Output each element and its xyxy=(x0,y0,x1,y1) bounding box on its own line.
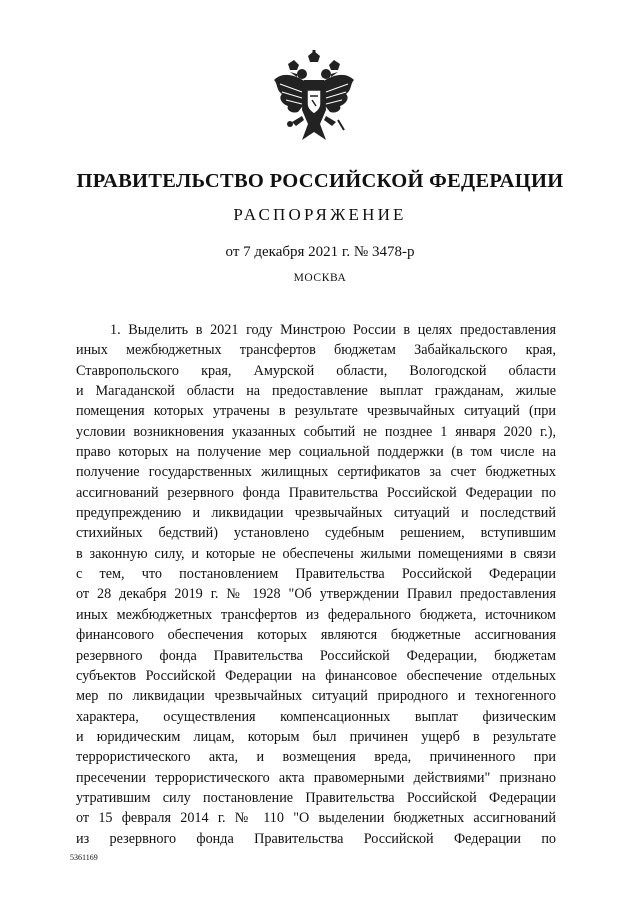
body-line: от 28 декабря 2019 г. № 1928 "Об утверждении Правил предоставления xyxy=(76,586,556,603)
body-line: ассигнований резервного фонда Правительства Российской Федерации по xyxy=(76,484,556,501)
body-line: и юридическим лицам, которым был причинен ущерб в результате xyxy=(76,728,556,745)
body-line: мер по ликвидации чрезвычайных ситуаций природного и техногенного xyxy=(76,688,556,705)
body-line: резервного фонда Правительства Российской Федерации, бюджетам xyxy=(76,647,556,664)
body-line: 1. Выделить в 2021 году Минстрою России в целях предоставления xyxy=(110,322,556,338)
russian-coat-of-arms-icon xyxy=(268,50,360,150)
document-city: МОСКВА xyxy=(293,272,347,284)
body-line: предупреждению и ликвидации чрезвычайных ситуаций и последствий xyxy=(76,505,556,522)
body-line: и Магаданской области на предоставление выплат гражданам, жилые xyxy=(76,383,556,400)
government-title: ПРАВИТЕЛЬСТВО РОССИЙСКОЙ ФЕДЕРАЦИИ xyxy=(76,170,564,192)
body-line: характера, осуществления компенсационных выплат физическим xyxy=(76,708,556,725)
body-line: помещения которых утрачены в результате чрезвычайных ситуаций (при xyxy=(76,403,556,420)
body-line: субъектов Российской Федерации на финансовое обеспечение отдельных xyxy=(76,667,556,684)
document-date-number: от 7 декабря 2021 г. № 3478-р xyxy=(225,244,415,260)
body-line: получение государственных жилищных сертификатов за счет бюджетных xyxy=(76,464,556,481)
document-body xyxy=(76,320,556,849)
body-line: террористического акта, и возмещения вреда, причиненного при xyxy=(76,749,556,766)
document-code: 5361169 xyxy=(70,853,98,862)
body-line: утратившим силу постановление Правительства Российской Федерации xyxy=(76,789,556,806)
body-line: иных межбюджетных трансфертов бюджетам Забайкальского края, xyxy=(76,342,556,359)
body-line: финансового обеспечения которых являются бюджетные ассигнования xyxy=(76,627,556,644)
body-line: в законную силу, и которые не обеспечены жилыми помещениями в связи xyxy=(76,545,556,562)
body-line: пресечении террористического акта правомерными действиями" признано xyxy=(76,769,556,786)
body-line: условии возникновения указанных событий не позднее 1 января 2020 г.), xyxy=(76,423,556,440)
document-type: РАСПОРЯЖЕНИЕ xyxy=(233,205,407,224)
body-line: с тем, что постановлением Правительства Российской Федерации xyxy=(76,566,556,583)
body-line: иных межбюджетных трансфертов из федерального бюджета, источником xyxy=(76,606,556,623)
body-line: от 15 февраля 2014 г. № 110 "О выделении бюджетных ассигнований xyxy=(76,810,556,827)
body-line: право которых на получение мер социальной поддержки (в том числе на xyxy=(76,444,556,461)
body-line: Ставропольского края, Амурской области, Вологодской области xyxy=(76,362,556,379)
body-line: из резервного фонда Правительства Российской Федерации по xyxy=(76,830,556,847)
body-line: стихийных бедствий) установлено судебным решением, вступившим xyxy=(76,525,556,542)
